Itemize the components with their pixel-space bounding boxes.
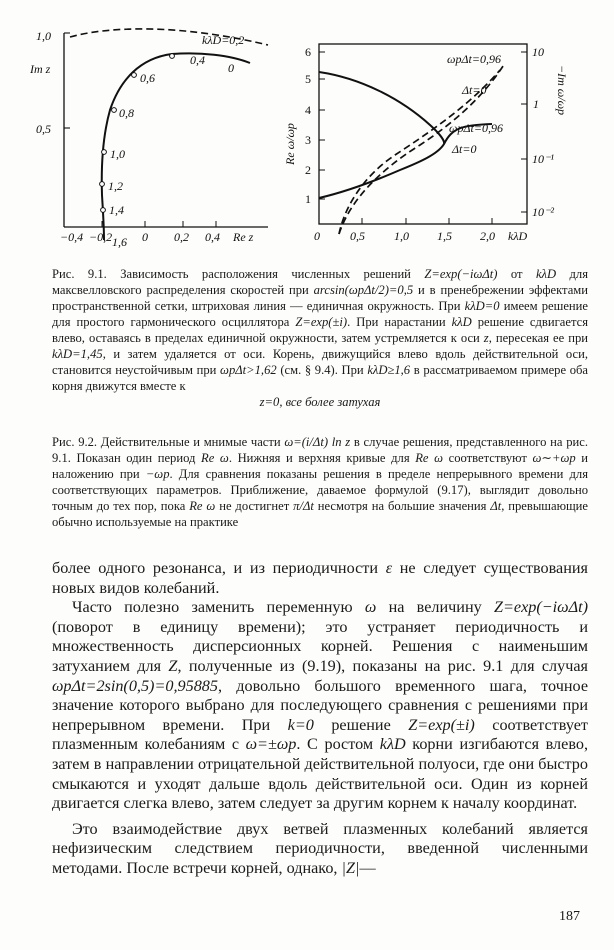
page-number: 187 bbox=[559, 909, 580, 924]
caption1-part: , пересекая ее при bbox=[488, 331, 588, 345]
fig1-xtick-02: 0,2 bbox=[174, 230, 189, 244]
paragraph-text: Это взаимодействие двух ветвей плазменных колебаний является нефизическим следствием периодичности, введенной численными методами. После встречи корней, однако, bbox=[52, 819, 588, 877]
paragraph-text: более одного резонанса, и из периодичности bbox=[52, 559, 386, 577]
paragraph-text: , довольно большого временного шага, точное значение которого выбрано для последующего сравнения с решениями при непрерывном времени. При bbox=[52, 676, 588, 734]
paragraph-formula: k=0 bbox=[287, 715, 314, 734]
fig2-ytick-6: 6 bbox=[305, 45, 311, 59]
fig2-ytick-5: 5 bbox=[305, 72, 311, 86]
caption1-formula: ωpΔt>1,62 bbox=[220, 363, 277, 377]
paragraph-1 bbox=[52, 559, 588, 598]
caption-fig-9-1 bbox=[52, 266, 588, 410]
fig2-ytick-r-10: 10 bbox=[532, 45, 544, 59]
paragraph-formula: Z=exp(±i) bbox=[408, 715, 475, 734]
fig1-xtick-m02: −0,2 bbox=[89, 230, 113, 244]
fig2-y-right-label: −Im ω/ωp bbox=[555, 65, 569, 116]
caption2-formula: Re ω bbox=[189, 499, 216, 513]
paragraph-formula: ωpΔt=2sin(0,5)=0,95885 bbox=[52, 676, 218, 695]
caption2-formula: π/Δt bbox=[293, 499, 314, 513]
fig1-ytick-05: 0,5 bbox=[36, 122, 51, 136]
fig2-xtick-20: 2,0 bbox=[480, 229, 495, 243]
paragraph-3 bbox=[52, 820, 588, 879]
fig1-label-0: 0 bbox=[228, 61, 234, 75]
fig1-xtick-0: 0 bbox=[142, 230, 148, 244]
paragraph-2 bbox=[52, 598, 588, 814]
caption2-formula: Re ω bbox=[201, 451, 229, 465]
caption1-part: от bbox=[497, 267, 536, 281]
paragraph-formula: kλD bbox=[379, 735, 406, 754]
caption1-formula: Z=exp(±i) bbox=[295, 315, 348, 329]
caption1-last-line: z=0, все более затухая bbox=[259, 395, 381, 409]
fig1-label-06: 0,6 bbox=[140, 71, 155, 85]
paragraph-text: не следует существования новых видов колебаний. bbox=[52, 559, 588, 597]
fig1-xtick-04: 0,4 bbox=[205, 230, 220, 244]
caption1-part: (см. § 9.4). При bbox=[276, 363, 368, 377]
caption2-formula: ω∼+ωp bbox=[532, 451, 576, 465]
caption1-part: решение сдвигается влево, оставаясь в пределах единичной окружности, затем устремляется к оси bbox=[52, 315, 588, 345]
paragraph-formula: Z=exp(−iωΔt) bbox=[493, 598, 588, 617]
caption1-formula: kλD=1,45 bbox=[52, 347, 103, 361]
paragraph-text: — bbox=[359, 858, 376, 877]
caption2-part: . Для сравнения показаны решения в пределе непрерывного времени для соответствующих параметров. Приближение, даваемое формулой (9.17), выглядит довольно точным до тех пор, пока bbox=[52, 467, 588, 513]
caption1-part: имеем решение для простого гармонического осциллятора bbox=[52, 299, 589, 329]
paragraph-text: (поворот в единицу времени); это устраняет периодичность и множественность дисперсионных корней. Решения с наименьшим затуханием для bbox=[52, 617, 588, 675]
figure-9-2 bbox=[0, 0, 614, 262]
caption2-part: Рис. 9.2. Действительные и мнимые части bbox=[52, 435, 285, 449]
caption1-part: Рис. 9.1. Зависимость расположения численных решений bbox=[52, 267, 425, 281]
caption1-formula: kλD≥1,6 bbox=[367, 363, 411, 377]
paragraph-text: на величину bbox=[376, 598, 494, 617]
caption2-part: . Нижняя и верхняя кривые для bbox=[228, 451, 416, 465]
fig2-ytick-r-1: 1 bbox=[533, 97, 539, 111]
caption2-part: и наложению при bbox=[52, 451, 588, 481]
caption2-formula: Δt bbox=[490, 499, 502, 513]
caption2-formula: −ωp bbox=[145, 467, 170, 481]
fig2-xtick-05: 0,5 bbox=[350, 229, 365, 243]
caption2-formula: ω=(i/Δt) ln z bbox=[284, 435, 351, 449]
fig1-label-04: 0,4 bbox=[190, 53, 205, 67]
paragraph-text: . С ростом bbox=[296, 735, 380, 754]
fig1-label-10: 1,0 bbox=[110, 147, 125, 161]
caption1-part: для максвелловского распределения скоростей при bbox=[52, 267, 588, 297]
caption1-formula: arcsin(ωpΔt/2)=0,5 bbox=[313, 283, 414, 297]
caption1-formula: z bbox=[483, 331, 489, 345]
fig2-ytick-3: 3 bbox=[305, 133, 311, 147]
paragraph-formula: ε bbox=[385, 559, 393, 577]
caption1-part: в рассматриваемом примере оба корня движутся вместе к bbox=[52, 363, 589, 393]
paragraph-text: , полученные из (9.19), показаны на рис. 9.1 для случая bbox=[177, 656, 588, 675]
paragraph-text: соответствует плазменным колебаниям с bbox=[52, 715, 588, 754]
caption2-part: , превышающие обычно используемые на практике bbox=[52, 499, 589, 529]
fig1-x-label: Re z bbox=[233, 230, 254, 244]
fig2-ytick-r-01: 10⁻¹ bbox=[532, 152, 554, 166]
figures-area bbox=[0, 0, 614, 262]
fig1-label-16: 1,6 bbox=[112, 235, 127, 249]
paragraph-formula: ω bbox=[364, 598, 377, 617]
caption2-part: несмотря на большие значения bbox=[313, 499, 491, 513]
fig2-ytick-r-001: 10⁻² bbox=[532, 205, 554, 219]
caption1-formula: kλD bbox=[535, 267, 557, 281]
fig2-label-solid-0: Δt=0 bbox=[452, 142, 477, 156]
fig2-x-label: kλD bbox=[508, 229, 528, 243]
fig1-curve-label: kλD=0,2 bbox=[202, 33, 245, 47]
caption1-formula: Z=exp(−iωΔt) bbox=[424, 267, 498, 281]
fig2-label-dashed-0: Δt=0 bbox=[462, 83, 487, 97]
fig2-xtick-10: 1,0 bbox=[394, 229, 409, 243]
caption2-part: соответствуют bbox=[443, 451, 533, 465]
fig2-xtick-15: 1,5 bbox=[437, 229, 452, 243]
paragraph-formula: |Z| bbox=[341, 858, 360, 877]
caption2-part: в случае решения, представленного на рис. 9.1. Показан один период bbox=[52, 435, 588, 465]
caption1-part: , и затем удаляется от оси. Корень, движущийся влево вдоль действительной оси, становится неустойчивым при bbox=[52, 347, 588, 377]
fig2-y-left-label: Re ω/ωp bbox=[283, 123, 297, 165]
caption-fig-9-2 bbox=[52, 434, 588, 530]
fig1-label-14: 1,4 bbox=[109, 203, 124, 217]
caption1-formula: kλD bbox=[451, 315, 472, 329]
fig2-label-dashed-096: ωpΔt=0,96 bbox=[447, 52, 501, 66]
paragraph-formula: Z bbox=[168, 656, 178, 675]
caption1-part: . При нарастании bbox=[347, 315, 452, 329]
fig1-y-label: Im z bbox=[30, 62, 51, 76]
fig1-label-12: 1,2 bbox=[108, 179, 123, 193]
fig1-ytick-1: 1,0 bbox=[36, 29, 51, 43]
paragraph-text: решение bbox=[313, 715, 409, 734]
fig1-xtick-m04: −0,4 bbox=[60, 230, 84, 244]
caption2-part: не достигнет bbox=[215, 499, 294, 513]
fig2-ytick-4: 4 bbox=[305, 103, 311, 117]
fig2-ytick-1: 1 bbox=[305, 192, 311, 206]
paragraph-formula: ω=±ωp bbox=[245, 735, 297, 754]
fig2-xtick-0: 0 bbox=[314, 229, 320, 243]
paragraph-text: корни изгибаются влево, затем в направлении отрицательной действительной полуоси, где они быстро смыкаются и уходят дальше вдоль действительной оси. Один из корней двигается слегка влево, затем следует за другим корнем к началу координат. bbox=[52, 735, 588, 813]
fig2-label-solid-096: ωpΔt=0,96 bbox=[449, 121, 503, 135]
caption1-part: и в пренебрежении эффектами пространственной сетки, штриховая линия — единичная окружность. При bbox=[52, 283, 588, 313]
fig1-label-08: 0,8 bbox=[119, 106, 134, 120]
caption2-formula: Re ω bbox=[415, 451, 443, 465]
body-text bbox=[52, 559, 588, 879]
paragraph-text: Часто полезно заменить переменную bbox=[72, 598, 365, 617]
fig2-ytick-2: 2 bbox=[305, 163, 311, 177]
caption1-formula: kλD=0 bbox=[464, 299, 500, 313]
